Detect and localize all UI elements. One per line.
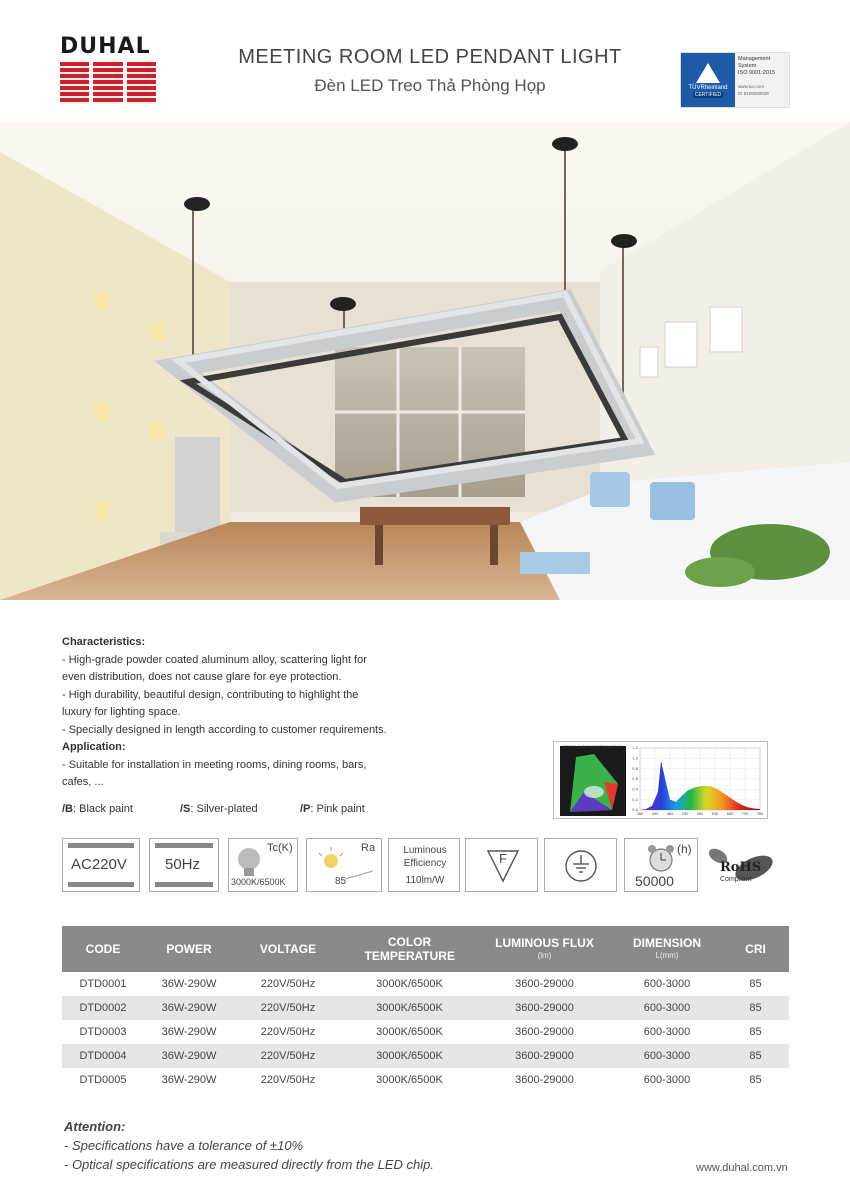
table-cell: DTD0004 (79, 1050, 127, 1062)
product-photo (0, 122, 850, 600)
ground-icon (545, 839, 618, 893)
logo-letter-e (93, 62, 122, 104)
application-heading: Application: (62, 741, 126, 753)
table-cell: 85 (749, 1002, 762, 1014)
efficiency-label: Efficiency (403, 858, 447, 869)
table-body (62, 972, 789, 1092)
table-row (62, 972, 789, 996)
table-cell: DTD0001 (79, 978, 127, 990)
y-tick-label: 0.6 (632, 777, 638, 782)
tuv-badge (681, 53, 735, 107)
y-tick-label: 0.4 (632, 787, 638, 792)
table-cell: 3600-29000 (515, 978, 574, 990)
logo-letter-d (127, 62, 156, 104)
tuv-badge-label: TÜVRheinland (688, 84, 728, 91)
header-voltage: VOLTAGE (259, 942, 317, 956)
table-cell: 220V/50Hz (260, 1050, 316, 1062)
x-tick-label: 480 (666, 812, 674, 816)
attention-line: - Optical specifications are measured directly from the LED chip. (64, 1157, 434, 1172)
characteristic-line: - High-grade powder coated aluminum alloy, scattering light for (62, 653, 367, 666)
table-cell: DTD0003 (79, 1026, 127, 1038)
finish-black (62, 803, 133, 815)
page-title: MEETING ROOM LED PENDANT LIGHT (238, 46, 622, 68)
header-luminous-flux: LUMINOUS FLUX (lm) (495, 936, 594, 960)
finish-code: /S (180, 803, 191, 815)
logo-letter-l (60, 62, 89, 104)
characteristics-section (62, 634, 422, 792)
f-class-spec (465, 838, 538, 892)
f-triangle-icon (466, 839, 539, 893)
table-cell: 36W-290W (161, 1050, 217, 1062)
cert-line: ISO 9001:2015 (738, 70, 776, 76)
tuv-triangle-icon (696, 63, 720, 83)
header-color-temperature: COLOR TEMPERATURE (364, 935, 455, 963)
spectrum-y-ticks (632, 746, 638, 812)
page-subtitle: Đèn LED Treo Thả Phòng Họp (314, 76, 546, 95)
table-cell: 220V/50Hz (260, 1026, 316, 1038)
x-tick-label: 780 (756, 812, 764, 816)
iso-certificate (680, 52, 790, 108)
x-tick-label: 530 (681, 812, 689, 816)
voltage-spec (62, 838, 140, 892)
ground-spec (544, 838, 617, 892)
cie-white-point (584, 786, 604, 798)
finish-label: : Black paint (73, 803, 133, 815)
y-tick-label: 0.2 (632, 797, 638, 802)
tuv-badge-tag: CERTIFIED (694, 91, 722, 98)
frequency-value: 50Hz (165, 856, 201, 873)
color-temp-spec (228, 838, 298, 892)
finish-pink (300, 803, 365, 815)
finish-code: /B (62, 803, 73, 815)
table-cell: 600-3000 (643, 1026, 691, 1038)
rohs-spec (704, 838, 776, 892)
characteristic-line: luxury for lighting space. (62, 706, 181, 718)
x-tick-label: 430 (651, 812, 659, 816)
ra-label: Ra (361, 842, 376, 854)
attention-section (64, 1117, 434, 1174)
hours-value: 50000 (635, 873, 674, 889)
ra-value: 85 (335, 876, 347, 887)
frequency-spec (149, 838, 219, 892)
f-class-label: F (499, 851, 507, 866)
brand-led-mark (60, 62, 156, 104)
y-tick-label: 0.8 (632, 766, 638, 771)
header-code: CODE (85, 942, 121, 956)
table-cell: 85 (749, 1074, 762, 1086)
attention-heading: Attention: (64, 1119, 126, 1134)
header-dimension: DIMENSION L(mm) (632, 936, 701, 960)
x-tick-label: 380 (636, 812, 644, 816)
table-cell: 3000K/6500K (376, 1050, 443, 1062)
table-cell: 85 (749, 1050, 762, 1062)
characteristic-line: - High durability, beautiful design, contributing to highlight the (62, 688, 359, 701)
cert-line: System (738, 63, 757, 69)
y-tick-label: 1.0 (632, 756, 638, 761)
x-tick-label: 630 (711, 812, 719, 816)
application-line: cafes, ... (62, 776, 104, 788)
table-cell: 3000K/6500K (376, 1074, 443, 1086)
tc-value: 3000K/6500K (231, 877, 286, 887)
finish-label: : Pink paint (310, 803, 365, 815)
efficiency-value: 110lm/W (405, 875, 445, 886)
table-cell: 3600-29000 (515, 1074, 574, 1086)
bar-bottom (68, 882, 134, 887)
certificate-text (735, 53, 778, 107)
x-tick-label: 730 (741, 812, 749, 816)
table-cell: 85 (749, 1026, 762, 1038)
cert-line: Management (738, 56, 771, 62)
x-tick-label: 580 (696, 812, 704, 816)
efficiency-spec (388, 838, 460, 892)
table-cell: 600-3000 (643, 1002, 691, 1014)
header-cri: CRI (745, 942, 766, 956)
table-cell: 3000K/6500K (376, 978, 443, 990)
bar-top (155, 843, 213, 848)
header-power: POWER (166, 942, 212, 956)
table-cell: DTD0005 (79, 1074, 127, 1086)
cert-url: www.tuv.com (738, 84, 765, 89)
characteristic-line: - Specially designed in length according to customer requirements. (62, 723, 387, 736)
tc-label: Tc(K) (267, 842, 293, 854)
spectrum-svg (554, 742, 767, 818)
table-cell: 3000K/6500K (376, 1026, 443, 1038)
table-cell: 36W-290W (161, 1002, 217, 1014)
cie-title: CIE1931 CHROMATICITY DIAGRAM (562, 745, 622, 749)
table-cell: 85 (749, 978, 762, 990)
table-cell: 36W-290W (161, 1026, 217, 1038)
table-cell: 220V/50Hz (260, 1002, 316, 1014)
attention-line: - Specifications have a tolerance of ±10% (64, 1138, 304, 1153)
ra-spec (306, 838, 382, 892)
table-row (62, 1044, 789, 1068)
voltage-value: AC220V (71, 856, 127, 873)
room-illustration (0, 122, 850, 600)
table-cell: 36W-290W (161, 1074, 217, 1086)
bar-bottom (155, 882, 213, 887)
cert-id: ID 9105080638 (738, 91, 769, 96)
table-cell: 3600-29000 (515, 1050, 574, 1062)
spec-table (62, 926, 789, 1092)
spectrum-chart (553, 741, 768, 819)
table-cell: 36W-290W (161, 978, 217, 990)
table-header (62, 926, 789, 972)
table-cell: 3600-29000 (515, 1002, 574, 1014)
table-cell: 220V/50Hz (260, 1074, 316, 1086)
x-tick-label: 680 (726, 812, 734, 816)
table-cell: 600-3000 (643, 978, 691, 990)
rohs-label: RoHS (720, 860, 762, 875)
efficiency-label: Luminous (403, 845, 447, 856)
table-cell: 600-3000 (643, 1074, 691, 1086)
table-cell: 220V/50Hz (260, 978, 316, 990)
hours-unit: (h) (677, 842, 692, 856)
finish-code: /P (300, 803, 311, 815)
table-row (62, 1068, 789, 1092)
finish-label: : Silver-plated (190, 803, 258, 815)
table-row (62, 1020, 789, 1044)
table-row (62, 996, 789, 1020)
rohs-sub: Compliant (720, 876, 752, 883)
table-cell: 3600-29000 (515, 1026, 574, 1038)
table-cell: 600-3000 (643, 1050, 691, 1062)
lifetime-spec (624, 838, 698, 892)
bar-top (68, 843, 134, 848)
table-cell: 3000K/6500K (376, 1002, 443, 1014)
website-link[interactable]: www.duhal.com.vn (696, 1162, 788, 1174)
characteristics-heading: Characteristics: (62, 636, 146, 648)
brand-name: DUHAL (60, 34, 151, 59)
finish-silver (180, 803, 258, 815)
y-tick-label: 1.2 (632, 746, 638, 751)
spectrum-x-ticks (637, 812, 765, 816)
table-cell: DTD0002 (79, 1002, 127, 1014)
characteristic-line: even distribution, does not cause glare for eye protection. (62, 671, 342, 683)
brand-logo (60, 36, 156, 104)
application-line: - Suitable for installation in meeting rooms, dining rooms, bars, (62, 758, 367, 771)
y-tick-label: 0.0 (632, 808, 638, 813)
